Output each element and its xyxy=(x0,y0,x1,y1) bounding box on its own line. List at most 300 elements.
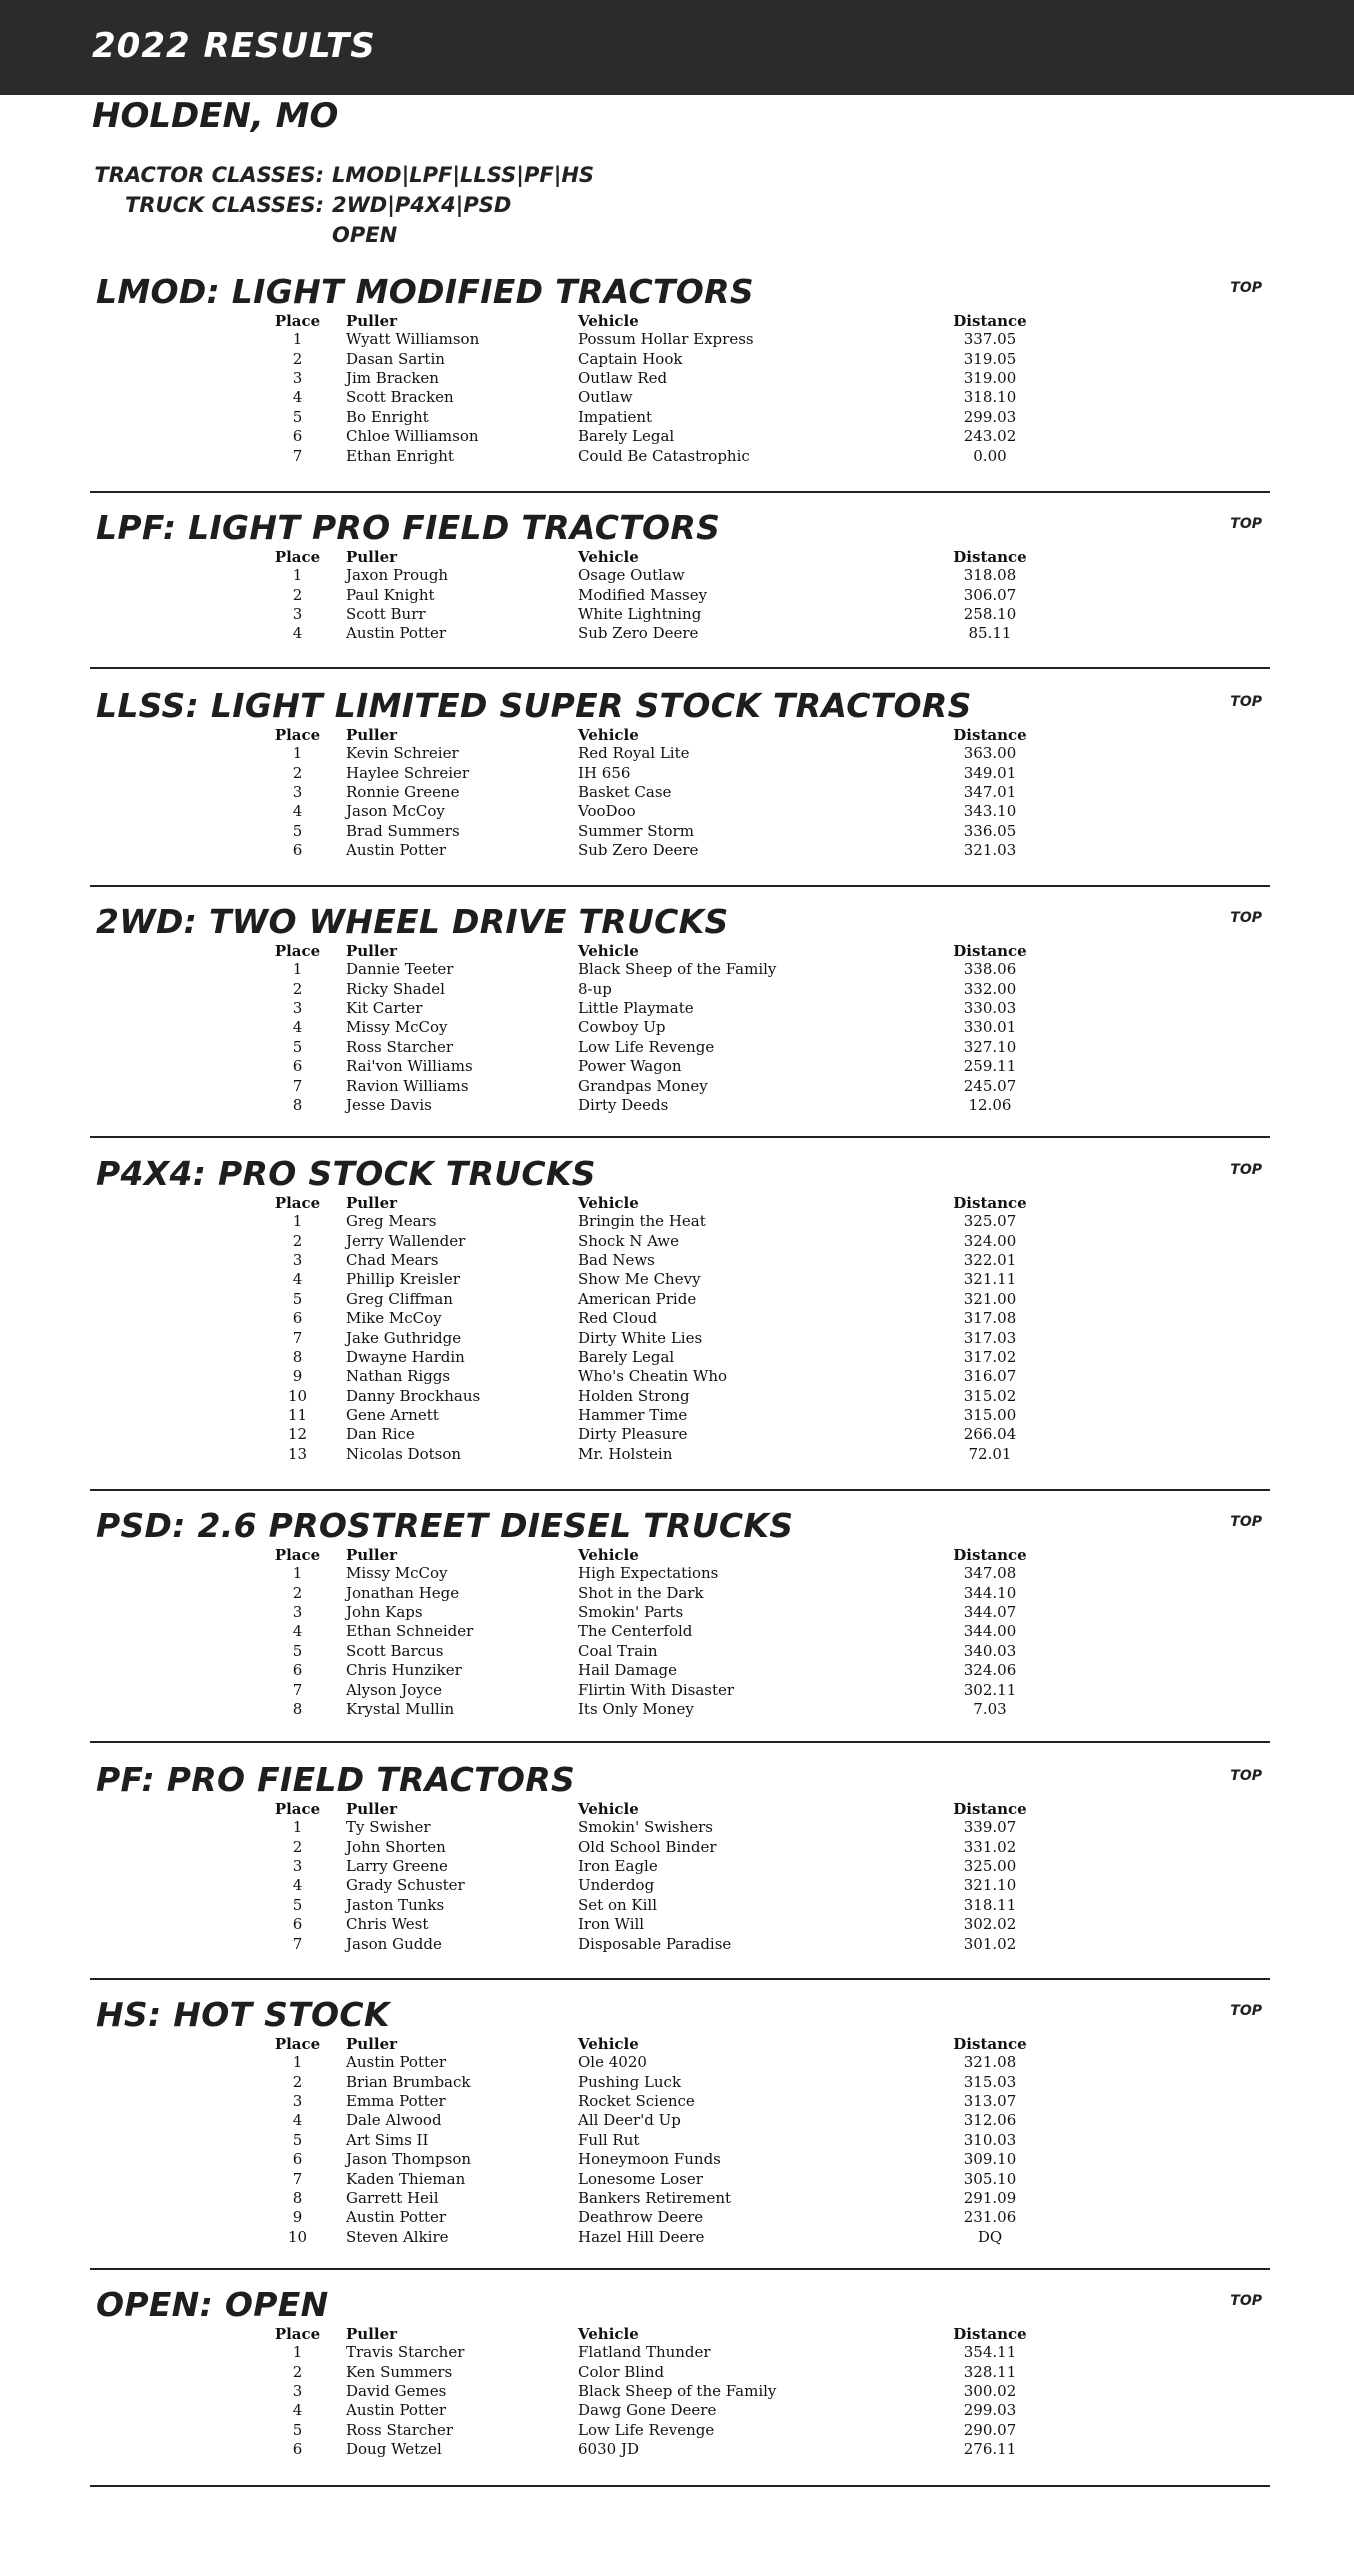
distance-cell: 330.03 xyxy=(963,998,1017,1017)
spacer xyxy=(1030,1406,1270,1425)
table-row xyxy=(90,2401,1270,2420)
spacer xyxy=(1030,1876,1270,1895)
spacer xyxy=(90,1328,249,1347)
spacer xyxy=(1030,1231,1270,1250)
vehicle-cell: Mr. Holstein xyxy=(578,1444,673,1463)
table-row xyxy=(90,1038,1270,1057)
distance-cell: 231.06 xyxy=(963,2208,1017,2227)
table-row xyxy=(90,408,1270,427)
vehicle-cell: Hail Damage xyxy=(578,1661,678,1680)
vehicle-cell: Possum Hollar Express xyxy=(578,330,754,349)
place-header: Place xyxy=(274,726,321,744)
place-cell: 4 xyxy=(292,2401,303,2420)
section-title: PF: PRO FIELD TRACTORS xyxy=(96,1760,576,1799)
spacer xyxy=(90,999,249,1018)
spacer xyxy=(90,624,249,643)
back-to-top-link[interactable]: TOP xyxy=(1230,694,1262,710)
spacer xyxy=(90,2401,249,2420)
results-table xyxy=(90,1194,1270,1464)
table-row xyxy=(90,369,1270,388)
spacer xyxy=(1030,548,1270,566)
spacer xyxy=(1030,1018,1270,1037)
distance-cell: 258.10 xyxy=(963,604,1017,623)
table-row xyxy=(90,1018,1270,1037)
place-cell: 4 xyxy=(292,388,303,407)
puller-cell: Brian Brumback xyxy=(346,2072,471,2091)
distance-cell: 72.01 xyxy=(968,1444,1012,1463)
spacer xyxy=(1030,2362,1270,2381)
spacer xyxy=(90,2150,249,2169)
distance-cell: 363.00 xyxy=(963,744,1017,763)
spacer xyxy=(1030,802,1270,821)
spacer xyxy=(90,1915,249,1934)
table-row xyxy=(90,427,1270,446)
spacer xyxy=(90,2208,249,2227)
vehicle-cell: Red Royal Lite xyxy=(578,744,690,763)
table-row xyxy=(90,1251,1270,1270)
table-row xyxy=(90,783,1270,802)
puller-cell: Jaston Tunks xyxy=(346,1895,445,1914)
distance-cell: 305.10 xyxy=(963,2169,1017,2188)
vehicle-cell: Show Me Chevy xyxy=(578,1270,701,1289)
place-cell: 8 xyxy=(292,1699,303,1718)
spacer xyxy=(1030,1251,1270,1270)
vehicle-cell: Little Playmate xyxy=(578,998,694,1017)
table-row xyxy=(90,960,1270,979)
spacer xyxy=(1030,1270,1270,1289)
table-row xyxy=(90,388,1270,407)
spacer xyxy=(1030,2421,1270,2440)
place-cell: 4 xyxy=(292,802,303,821)
place-cell: 5 xyxy=(292,1895,303,1914)
spacer xyxy=(1030,1915,1270,1934)
table-row xyxy=(90,822,1270,841)
section-title: HS: HOT STOCK xyxy=(96,1995,390,2034)
distance-cell: 317.02 xyxy=(963,1347,1017,1366)
results-table xyxy=(90,1800,1270,1954)
place-header: Place xyxy=(274,312,321,330)
place-cell: 6 xyxy=(292,841,303,860)
spacer xyxy=(1030,1800,1270,1818)
puller-cell: Austin Potter xyxy=(346,2053,447,2072)
vehicle-cell: Bad News xyxy=(578,1250,655,1269)
distance-cell: 276.11 xyxy=(963,2440,1017,2459)
table-row xyxy=(90,744,1270,763)
distance-cell: 312.06 xyxy=(963,2111,1017,2130)
distance-cell: 338.06 xyxy=(963,960,1017,979)
place-cell: 4 xyxy=(292,624,303,643)
place-cell: 9 xyxy=(292,2208,303,2227)
puller-header: Puller xyxy=(346,1800,398,1818)
open-class-row xyxy=(92,220,594,250)
section-title: P4X4: PRO STOCK TRUCKS xyxy=(96,1154,596,1193)
vehicle-cell: Flatland Thunder xyxy=(578,2343,711,2362)
vehicle-cell: Cowboy Up xyxy=(578,1018,666,1037)
table-row xyxy=(90,1837,1270,1856)
place-header: Place xyxy=(274,2325,321,2343)
spacer xyxy=(1030,2208,1270,2227)
distance-header: Distance xyxy=(953,548,1027,566)
distance-cell: 243.02 xyxy=(963,427,1017,446)
vehicle-cell: American Pride xyxy=(578,1289,697,1308)
spacer xyxy=(90,408,249,427)
spacer xyxy=(90,1348,249,1367)
distance-cell: 331.02 xyxy=(963,1837,1017,1856)
place-cell: 3 xyxy=(292,2091,303,2110)
distance-header: Distance xyxy=(953,942,1027,960)
back-to-top-link[interactable]: TOP xyxy=(1230,2003,1262,2019)
spacer xyxy=(90,1661,249,1680)
spacer xyxy=(90,2035,249,2053)
puller-cell: Emma Potter xyxy=(346,2091,446,2110)
puller-header: Puller xyxy=(346,2035,398,2053)
spacer xyxy=(1030,1934,1270,1953)
puller-cell: Ronnie Greene xyxy=(346,782,460,801)
back-to-top-link[interactable]: TOP xyxy=(1230,1768,1262,1784)
distance-cell: 340.03 xyxy=(963,1641,1017,1660)
spacer xyxy=(90,1583,249,1602)
distance-cell: 330.01 xyxy=(963,1018,1017,1037)
spacer xyxy=(90,2440,249,2459)
puller-cell: Jerry Wallender xyxy=(346,1231,466,1250)
spacer xyxy=(1030,942,1270,960)
table-row xyxy=(90,1290,1270,1309)
spacer xyxy=(90,330,249,349)
back-to-top-link[interactable]: TOP xyxy=(1230,910,1262,926)
open-class-link[interactable]: OPEN xyxy=(332,223,398,247)
results-table xyxy=(90,548,1270,644)
spacer xyxy=(1030,1309,1270,1328)
place-cell: 1 xyxy=(292,1818,303,1837)
table-row xyxy=(90,1425,1270,1444)
spacer xyxy=(1030,960,1270,979)
spacer xyxy=(90,783,249,802)
puller-cell: Ty Swisher xyxy=(346,1818,431,1837)
spacer xyxy=(90,1406,249,1425)
table-row xyxy=(90,2421,1270,2440)
results-section xyxy=(90,1506,1270,1743)
place-cell: 4 xyxy=(292,1876,303,1895)
distance-cell: 321.00 xyxy=(963,1289,1017,1308)
distance-header: Distance xyxy=(953,2325,1027,2343)
distance-cell: 310.03 xyxy=(963,2130,1017,2149)
table-row xyxy=(90,330,1270,349)
spacer xyxy=(1030,1603,1270,1622)
table-row xyxy=(90,566,1270,585)
spacer xyxy=(90,585,249,604)
spacer xyxy=(90,1425,249,1444)
spacer xyxy=(1030,427,1270,446)
puller-cell: Dasan Sartin xyxy=(346,349,445,368)
puller-cell: Travis Starcher xyxy=(346,2343,465,2362)
place-cell: 3 xyxy=(292,1856,303,1875)
table-row xyxy=(90,585,1270,604)
vehicle-cell: Ole 4020 xyxy=(578,2053,647,2072)
place-cell: 1 xyxy=(292,2343,303,2362)
table-header-row xyxy=(90,312,1270,330)
spacer xyxy=(90,979,249,998)
spacer xyxy=(90,841,249,860)
truck-classes-links[interactable]: 2WD|P4X4|PSD xyxy=(332,193,512,217)
puller-cell: Dannie Teeter xyxy=(346,960,454,979)
spacer xyxy=(1030,1096,1270,1115)
spacer xyxy=(1030,605,1270,624)
distance-cell: 317.08 xyxy=(963,1309,1017,1328)
vehicle-cell: Black Sheep of the Family xyxy=(578,2381,777,2400)
spacer xyxy=(90,2072,249,2091)
vehicle-cell: Impatient xyxy=(578,407,653,426)
vehicle-header: Vehicle xyxy=(578,312,639,330)
distance-header: Distance xyxy=(953,1800,1027,1818)
vehicle-cell: Set on Kill xyxy=(578,1895,658,1914)
puller-cell: Kit Carter xyxy=(346,998,423,1017)
table-row xyxy=(90,2111,1270,2130)
spacer xyxy=(1030,1038,1270,1057)
spacer xyxy=(1030,979,1270,998)
spacer xyxy=(1030,1661,1270,1680)
puller-cell: Dwayne Hardin xyxy=(346,1347,465,1366)
place-cell: 4 xyxy=(292,1018,303,1037)
table-row xyxy=(90,2150,1270,2169)
spacer xyxy=(90,1038,249,1057)
spacer xyxy=(90,1896,249,1915)
spacer xyxy=(90,960,249,979)
place-header: Place xyxy=(274,2035,321,2053)
distance-cell: 309.10 xyxy=(963,2150,1017,2169)
spacer xyxy=(90,1622,249,1641)
spacer xyxy=(1030,1057,1270,1076)
puller-cell: Nicolas Dotson xyxy=(346,1444,462,1463)
puller-cell: Scott Burr xyxy=(346,604,426,623)
back-to-top-link[interactable]: TOP xyxy=(1230,1514,1262,1530)
spacer xyxy=(90,605,249,624)
vehicle-header: Vehicle xyxy=(578,1800,639,1818)
place-cell: 4 xyxy=(292,1270,303,1289)
place-cell: 5 xyxy=(292,1641,303,1660)
spacer xyxy=(1030,369,1270,388)
vehicle-cell: IH 656 xyxy=(578,763,631,782)
spacer xyxy=(1030,1367,1270,1386)
vehicle-cell: Who's Cheatin Who xyxy=(578,1367,728,1386)
table-row xyxy=(90,1328,1270,1347)
puller-cell: Art Sims II xyxy=(346,2130,429,2149)
distance-cell: 322.01 xyxy=(963,1250,1017,1269)
distance-cell: 299.03 xyxy=(963,2401,1017,2420)
spacer xyxy=(90,446,249,465)
spacer xyxy=(90,1857,249,1876)
spacer xyxy=(90,2325,249,2343)
spacer xyxy=(90,802,249,821)
spacer xyxy=(1030,1290,1270,1309)
results-table xyxy=(90,2325,1270,2459)
spacer xyxy=(1030,2228,1270,2247)
puller-cell: Doug Wetzel xyxy=(346,2440,442,2459)
place-cell: 1 xyxy=(292,566,303,585)
results-table xyxy=(90,312,1270,466)
puller-cell: Jake Guthridge xyxy=(346,1328,462,1347)
vehicle-cell: Hazel Hill Deere xyxy=(578,2227,705,2246)
vehicle-cell: Sub Zero Deere xyxy=(578,624,699,643)
table-row xyxy=(90,2343,1270,2362)
table-row xyxy=(90,1367,1270,1386)
place-cell: 6 xyxy=(292,2440,303,2459)
distance-cell: 299.03 xyxy=(963,407,1017,426)
puller-cell: Dan Rice xyxy=(346,1425,415,1444)
vehicle-cell: Iron Will xyxy=(578,1915,645,1934)
puller-cell: Phillip Kreisler xyxy=(346,1270,460,1289)
table-row xyxy=(90,1876,1270,1895)
distance-cell: 319.00 xyxy=(963,368,1017,387)
back-to-top-link[interactable]: TOP xyxy=(1230,516,1262,532)
place-cell: 7 xyxy=(292,1934,303,1953)
spacer xyxy=(90,1642,249,1661)
spacer xyxy=(1030,2053,1270,2072)
back-to-top-link[interactable]: TOP xyxy=(1230,280,1262,296)
vehicle-cell: Captain Hook xyxy=(578,349,683,368)
results-section xyxy=(90,1154,1270,1491)
vehicle-cell: All Deer'd Up xyxy=(578,2111,681,2130)
place-cell: 2 xyxy=(292,2072,303,2091)
spacer xyxy=(1030,2382,1270,2401)
table-row xyxy=(90,2208,1270,2227)
distance-cell: 266.04 xyxy=(963,1425,1017,1444)
spacer xyxy=(1030,2401,1270,2420)
spacer xyxy=(90,1231,249,1250)
vehicle-header: Vehicle xyxy=(578,548,639,566)
distance-cell: 324.06 xyxy=(963,1661,1017,1680)
back-to-top-link[interactable]: TOP xyxy=(1230,2293,1262,2309)
table-row xyxy=(90,1387,1270,1406)
vehicle-cell: Hammer Time xyxy=(578,1406,688,1425)
vehicle-header: Vehicle xyxy=(578,2325,639,2343)
puller-cell: Jim Bracken xyxy=(346,368,439,387)
vehicle-cell: High Expectations xyxy=(578,1564,719,1583)
puller-cell: Chloe Williamson xyxy=(346,427,479,446)
table-row xyxy=(90,999,1270,1018)
spacer xyxy=(1030,1642,1270,1661)
spacer xyxy=(90,1546,249,1564)
place-cell: 3 xyxy=(292,604,303,623)
vehicle-cell: Holden Strong xyxy=(578,1386,690,1405)
puller-cell: Krystal Mullin xyxy=(346,1699,455,1718)
vehicle-cell: Deathrow Deere xyxy=(578,2208,704,2227)
spacer xyxy=(90,942,249,960)
results-section xyxy=(90,2285,1270,2487)
puller-cell: Jason McCoy xyxy=(346,802,445,821)
puller-cell: Greg Cliffman xyxy=(346,1289,453,1308)
place-cell: 2 xyxy=(292,1583,303,1602)
puller-cell: Danny Brockhaus xyxy=(346,1386,481,1405)
spacer xyxy=(1030,1622,1270,1641)
place-cell: 8 xyxy=(292,1347,303,1366)
results-table xyxy=(90,726,1270,860)
spacer xyxy=(90,2131,249,2150)
spacer xyxy=(1030,1425,1270,1444)
spacer xyxy=(90,1367,249,1386)
vehicle-cell: Old School Binder xyxy=(578,1837,717,1856)
vehicle-cell: Low Life Revenge xyxy=(578,1037,715,1056)
puller-cell: Gene Arnett xyxy=(346,1406,439,1425)
place-cell: 8 xyxy=(292,2188,303,2207)
place-cell: 5 xyxy=(292,821,303,840)
vehicle-cell: Smokin' Swishers xyxy=(578,1818,713,1837)
place-cell: 2 xyxy=(292,349,303,368)
place-cell: 5 xyxy=(292,407,303,426)
spacer xyxy=(90,1290,249,1309)
spacer xyxy=(90,763,249,782)
spacer xyxy=(90,349,249,368)
table-header-row xyxy=(90,2325,1270,2343)
spacer xyxy=(90,744,249,763)
distance-cell: 344.00 xyxy=(963,1622,1017,1641)
distance-cell: 337.05 xyxy=(963,330,1017,349)
spacer xyxy=(1030,1818,1270,1837)
spacer xyxy=(90,1018,249,1037)
vehicle-cell: White Lightning xyxy=(578,604,702,623)
table-header-row xyxy=(90,1800,1270,1818)
open-class-spacer xyxy=(92,220,332,250)
puller-header: Puller xyxy=(346,1546,398,1564)
puller-cell: Mike McCoy xyxy=(346,1309,442,1328)
results-table xyxy=(90,942,1270,1115)
vehicle-cell: Dirty Pleasure xyxy=(578,1425,688,1444)
puller-cell: Ross Starcher xyxy=(346,2420,454,2439)
distance-cell: 12.06 xyxy=(968,1095,1012,1114)
table-header-row xyxy=(90,1546,1270,1564)
spacer xyxy=(90,2421,249,2440)
place-cell: 2 xyxy=(292,585,303,604)
spacer xyxy=(90,566,249,585)
page-title: 2022 RESULTS xyxy=(92,26,376,66)
spacer xyxy=(1030,2189,1270,2208)
spacer xyxy=(90,822,249,841)
tractor-classes-links[interactable]: LMOD|LPF|LLSS|PF|HS xyxy=(332,163,595,187)
puller-cell: Greg Mears xyxy=(346,1212,437,1231)
distance-cell: 344.10 xyxy=(963,1583,1017,1602)
place-header: Place xyxy=(274,1546,321,1564)
table-row xyxy=(90,605,1270,624)
vehicle-cell: The Centerfold xyxy=(578,1622,693,1641)
spacer xyxy=(90,1194,249,1212)
spacer xyxy=(1030,1328,1270,1347)
place-cell: 9 xyxy=(292,1367,303,1386)
place-cell: 11 xyxy=(287,1406,308,1425)
puller-cell: Bo Enright xyxy=(346,407,429,426)
vehicle-cell: Barely Legal xyxy=(578,427,675,446)
place-header: Place xyxy=(274,1800,321,1818)
place-cell: 6 xyxy=(292,2150,303,2169)
place-cell: 3 xyxy=(292,998,303,1017)
vehicle-cell: Color Blind xyxy=(578,2362,665,2381)
spacer xyxy=(90,1603,249,1622)
spacer xyxy=(1030,1583,1270,1602)
spacer xyxy=(90,1680,249,1699)
vehicle-cell: Outlaw xyxy=(578,388,633,407)
distance-cell: 344.07 xyxy=(963,1602,1017,1621)
place-cell: 2 xyxy=(292,1231,303,1250)
distance-cell: 328.11 xyxy=(963,2362,1017,2381)
vehicle-header: Vehicle xyxy=(578,942,639,960)
vehicle-cell: Dirty White Lies xyxy=(578,1328,703,1347)
results-section xyxy=(90,686,1270,887)
vehicle-cell: Outlaw Red xyxy=(578,368,668,387)
back-to-top-link[interactable]: TOP xyxy=(1230,1162,1262,1178)
spacer xyxy=(90,726,249,744)
place-cell: 1 xyxy=(292,1212,303,1231)
spacer xyxy=(90,1818,249,1837)
table-row xyxy=(90,2440,1270,2459)
distance-cell: 321.03 xyxy=(963,841,1017,860)
